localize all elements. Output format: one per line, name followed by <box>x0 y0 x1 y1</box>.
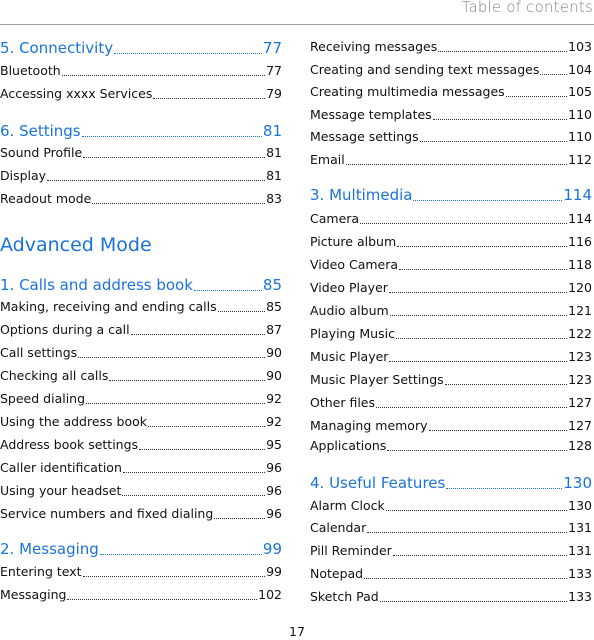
toc-entry[interactable] <box>310 150 592 170</box>
section-page: 130 <box>563 474 592 492</box>
toc-entry[interactable] <box>0 166 282 186</box>
entry-page: 133 <box>568 566 592 581</box>
entry-page: 110 <box>568 107 592 122</box>
dot-leader <box>446 488 562 489</box>
entry-page: 81 <box>266 145 282 160</box>
dot-leader <box>82 136 262 137</box>
toc-entry[interactable] <box>310 209 592 229</box>
toc-entry[interactable] <box>0 562 282 582</box>
toc-entry[interactable] <box>0 297 282 317</box>
toc-entry[interactable] <box>310 416 592 436</box>
toc-entry[interactable] <box>0 504 282 524</box>
entry-label: Checking all calls <box>0 368 109 383</box>
toc-entry[interactable] <box>310 105 592 125</box>
dot-leader <box>139 449 265 450</box>
entry-page: 79 <box>266 86 282 101</box>
entry-page: 122 <box>568 326 592 341</box>
toc-entry[interactable] <box>0 143 282 163</box>
dot-leader <box>367 532 567 533</box>
entry-page: 116 <box>568 234 592 249</box>
entry-label: Alarm Clock <box>310 498 385 513</box>
toc-entry[interactable] <box>310 37 592 57</box>
entry-label: Readout mode <box>0 191 92 206</box>
entry-page: 96 <box>266 460 282 475</box>
section-page: 81 <box>262 122 282 140</box>
toc-entry[interactable] <box>0 481 282 501</box>
entry-label: Music Player <box>310 349 389 364</box>
section-page: 77 <box>262 39 282 57</box>
entry-page: 118 <box>568 257 592 272</box>
dot-leader <box>380 601 567 602</box>
section-label: 3. Multimedia <box>310 186 413 204</box>
entry-page: 96 <box>266 506 282 521</box>
entry-page: 127 <box>568 418 592 433</box>
entry-label: Creating and sending text messages <box>310 62 540 77</box>
entry-page: 123 <box>568 349 592 364</box>
dot-leader <box>387 450 567 451</box>
entry-label: Message templates <box>310 107 432 122</box>
dot-leader <box>153 98 265 99</box>
entry-label: Sketch Pad <box>310 589 379 604</box>
entry-label: Accessing xxxx Services <box>0 86 153 101</box>
toc-entry[interactable] <box>0 389 282 409</box>
toc-entry[interactable] <box>310 564 592 584</box>
toc-entry[interactable] <box>0 61 282 81</box>
dot-leader <box>389 292 567 293</box>
dot-leader <box>346 164 567 165</box>
section-page: 85 <box>262 276 282 294</box>
dot-leader <box>364 578 567 579</box>
toc-entry[interactable] <box>310 301 592 321</box>
entry-label: Messaging <box>0 587 67 602</box>
toc-entry[interactable] <box>0 343 282 363</box>
entry-page: 87 <box>266 322 282 337</box>
entry-page: 120 <box>568 280 592 295</box>
dot-leader <box>429 430 568 431</box>
dot-leader <box>92 203 265 204</box>
dot-leader <box>109 380 265 381</box>
toc-entry[interactable] <box>0 189 282 209</box>
toc-entry[interactable] <box>310 393 592 413</box>
toc-section-calls[interactable] <box>0 274 282 296</box>
dot-leader <box>420 141 568 142</box>
entry-page: 104 <box>568 62 592 77</box>
toc-entry[interactable] <box>310 82 592 102</box>
dot-leader <box>148 426 265 427</box>
dot-leader <box>413 200 562 201</box>
toc-section-useful-features[interactable] <box>310 472 592 494</box>
entry-label: Playing Music <box>310 326 395 341</box>
entry-page: 123 <box>568 372 592 387</box>
toc-entry[interactable] <box>310 255 592 275</box>
dot-leader <box>386 510 567 511</box>
entry-label: Using the address book <box>0 414 148 429</box>
section-label: 4. Useful Features <box>310 474 446 492</box>
entry-page: 114 <box>568 211 592 226</box>
part-heading-advanced-mode: Advanced Mode <box>0 234 152 256</box>
toc-section-multimedia[interactable] <box>310 184 592 206</box>
dot-leader <box>397 246 567 247</box>
entry-label: Music Player Settings <box>310 372 444 387</box>
entry-label: Email <box>310 152 345 167</box>
dot-leader <box>67 599 257 600</box>
entry-label: Speed dialing <box>0 391 86 406</box>
entry-label: Sound Profile <box>0 145 83 160</box>
entry-label: Audio album <box>310 303 389 318</box>
entry-label: Message settings <box>310 129 419 144</box>
dot-leader <box>540 74 567 75</box>
section-label: 5. Connectivity <box>0 39 114 57</box>
header-title: Table of contents <box>461 0 593 16</box>
toc-entry[interactable] <box>310 587 592 607</box>
dot-leader <box>389 361 567 362</box>
dot-leader <box>194 290 262 291</box>
entry-page: 130 <box>568 498 592 513</box>
section-label: 2. Messaging <box>0 540 99 558</box>
entry-page: 83 <box>266 191 282 206</box>
toc-entry[interactable] <box>310 496 592 516</box>
entry-label: Address book settings <box>0 437 139 452</box>
dot-leader <box>393 555 567 556</box>
entry-page: 92 <box>266 391 282 406</box>
toc-section-messaging[interactable] <box>0 538 282 560</box>
entry-label: Picture album <box>310 234 397 249</box>
toc-entry[interactable] <box>0 84 282 104</box>
toc-entry[interactable] <box>310 278 592 298</box>
entry-label: Entering text <box>0 564 82 579</box>
dot-leader <box>86 403 265 404</box>
entry-label: Video Camera <box>310 257 399 272</box>
dot-leader <box>218 311 266 312</box>
dot-leader <box>399 269 567 270</box>
toc-entry[interactable] <box>0 366 282 386</box>
entry-page: 133 <box>568 589 592 604</box>
toc-entry[interactable] <box>0 412 282 432</box>
toc-entry[interactable] <box>310 232 592 252</box>
entry-label: Display <box>0 168 47 183</box>
entry-label: Service numbers and fixed dialing <box>0 506 214 521</box>
dot-leader <box>445 384 567 385</box>
toc-entry[interactable] <box>0 435 282 455</box>
entry-page: 90 <box>266 368 282 383</box>
entry-page: 121 <box>568 303 592 318</box>
dot-leader <box>390 315 567 316</box>
entry-label: Caller identification <box>0 460 122 475</box>
dot-leader <box>47 180 265 181</box>
entry-page: 112 <box>568 152 592 167</box>
entry-label: Calendar <box>310 520 367 535</box>
dot-leader <box>114 53 262 54</box>
dot-leader <box>438 51 567 52</box>
dot-leader <box>83 576 266 577</box>
entry-label: Options during a call <box>0 322 130 337</box>
dot-leader <box>83 157 265 158</box>
entry-label: Pill Reminder <box>310 543 392 558</box>
entry-label: Making, receiving and ending calls <box>0 299 217 314</box>
entry-page: 103 <box>568 39 592 54</box>
dot-leader <box>131 334 265 335</box>
toc-entry[interactable] <box>310 518 592 538</box>
dot-leader <box>506 96 567 97</box>
toc-entry[interactable] <box>310 127 592 147</box>
entry-label: Camera <box>310 211 360 226</box>
entry-label: Call settings <box>0 345 78 360</box>
toc-entry[interactable] <box>310 347 592 367</box>
entry-label: Other files <box>310 395 376 410</box>
page-header <box>0 0 594 25</box>
entry-page: 77 <box>266 63 282 78</box>
dot-leader <box>123 472 265 473</box>
entry-page: 127 <box>568 395 592 410</box>
entry-page: 85 <box>266 299 282 314</box>
entry-page: 110 <box>568 129 592 144</box>
toc-section-settings[interactable] <box>0 120 282 142</box>
entry-page: 131 <box>568 543 592 558</box>
dot-leader <box>122 495 265 496</box>
dot-leader <box>62 75 265 76</box>
entry-page: 96 <box>266 483 282 498</box>
dot-leader <box>78 357 265 358</box>
entry-page: 90 <box>266 345 282 360</box>
dot-leader <box>214 518 265 519</box>
entry-label: Video Player <box>310 280 388 295</box>
dot-leader <box>360 223 567 224</box>
toc-entry[interactable] <box>310 370 592 390</box>
toc-entry[interactable] <box>0 458 282 478</box>
entry-label: Bluetooth <box>0 63 61 78</box>
entry-page: 131 <box>568 520 592 535</box>
dot-leader <box>396 338 567 339</box>
entry-page: 95 <box>266 437 282 452</box>
entry-page: 105 <box>568 84 592 99</box>
page-number: 17 <box>289 624 305 639</box>
section-page: 114 <box>563 186 592 204</box>
dot-leader <box>376 407 567 408</box>
toc-entry[interactable] <box>0 320 282 340</box>
entry-label: Receiving messages <box>310 39 438 54</box>
entry-page: 81 <box>266 168 282 183</box>
toc-entry[interactable] <box>310 324 592 344</box>
dot-leader <box>100 554 262 555</box>
toc-section-connectivity[interactable] <box>0 37 282 59</box>
dot-leader <box>433 119 567 120</box>
entry-page: 128 <box>568 438 592 453</box>
entry-label: Applications <box>310 438 387 453</box>
entry-label: Notepad <box>310 566 364 581</box>
entry-label: Managing memory <box>310 418 428 433</box>
toc-entry[interactable] <box>310 541 592 561</box>
section-label: 1. Calls and address book <box>0 276 193 294</box>
section-page: 99 <box>262 540 282 558</box>
entry-label: Creating multimedia messages <box>310 84 505 99</box>
section-label: 6. Settings <box>0 122 81 140</box>
entry-page: 92 <box>266 414 282 429</box>
entry-label: Using your headset <box>0 483 122 498</box>
toc-entry[interactable] <box>0 585 282 605</box>
entry-page: 99 <box>266 564 282 579</box>
toc-entry[interactable] <box>310 60 592 80</box>
toc-entry[interactable] <box>310 436 592 456</box>
entry-page: 102 <box>258 587 282 602</box>
